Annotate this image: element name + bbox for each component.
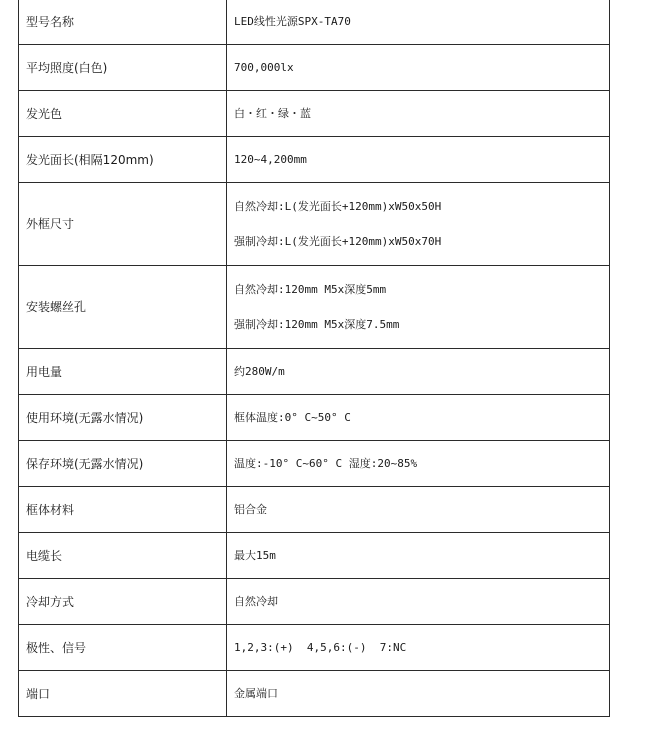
spec-label: 保存环境(无露水情况): [19, 441, 227, 487]
spec-label: 外框尺寸: [19, 183, 227, 266]
spec-value: [227, 91, 610, 137]
spec-label: 端口: [19, 671, 227, 717]
spec-value-line: 自然冷却:L(发光面长+120mm)xW50x50H: [234, 199, 442, 213]
spec-value: [227, 671, 610, 717]
spec-value-line: 强制冷却:120mm M5x深度7.5mm: [234, 317, 400, 331]
spec-label: 冷却方式: [19, 579, 227, 625]
spec-row-frame-dimensions: [19, 183, 610, 266]
spec-row-power-consumption: [19, 349, 610, 395]
spec-value-line: 温度:-10° C~60° C 湿度:20~85%: [234, 456, 418, 470]
spec-value-line: 白・红・绿・蓝: [234, 106, 311, 120]
spec-value: [227, 137, 610, 183]
spec-row-average-illuminance: [19, 45, 610, 91]
spec-row-emission-color: [19, 91, 610, 137]
spec-table: [18, 0, 610, 717]
spec-label: 平均照度(白色): [19, 45, 227, 91]
spec-value: [227, 395, 610, 441]
spec-value: [227, 441, 610, 487]
spec-label: 用电量: [19, 349, 227, 395]
spec-value: [227, 533, 610, 579]
spec-value-line: 约280W/m: [234, 364, 285, 378]
spec-row-cooling-method: [19, 579, 610, 625]
spec-row-emission-length: [19, 137, 610, 183]
spec-label: 型号名称: [19, 0, 227, 45]
spec-value-line: 自然冷却:120mm M5x深度5mm: [234, 282, 387, 296]
spec-label: 极性、信号: [19, 625, 227, 671]
spec-value: [227, 579, 610, 625]
spec-value-line: 120~4,200mm: [234, 152, 307, 166]
spec-row-operating-environment: [19, 395, 610, 441]
spec-label: 发光面长(相隔120mm): [19, 137, 227, 183]
spec-row-frame-material: [19, 487, 610, 533]
spec-label: 安装螺丝孔: [19, 266, 227, 349]
spec-row-model-name: [19, 0, 610, 45]
spec-value-line: 700,000lx: [234, 60, 294, 74]
spec-row-cable-length: [19, 533, 610, 579]
spec-value: [227, 625, 610, 671]
spec-row-storage-environment: [19, 441, 610, 487]
spec-value-line: 自然冷却: [234, 594, 278, 608]
spec-value: [227, 487, 610, 533]
spec-row-polarity-signal: [19, 625, 610, 671]
spec-value-line: LED线性光源SPX-TA70: [234, 14, 351, 28]
spec-label: 发光色: [19, 91, 227, 137]
spec-value: [227, 0, 610, 45]
spec-value: [227, 349, 610, 395]
spec-value-line: 铝合金: [234, 502, 267, 516]
spec-value-line: 1,2,3:(+) 4,5,6:(-) 7:NC: [234, 640, 407, 654]
spec-value: [227, 266, 610, 349]
spec-value-line: 框体温度:0° C~50° C: [234, 410, 351, 424]
spec-label: 电缆长: [19, 533, 227, 579]
spec-label: 使用环境(无露水情况): [19, 395, 227, 441]
spec-row-mounting-holes: [19, 266, 610, 349]
spec-value: [227, 183, 610, 266]
spec-value-line: 强制冷却:L(发光面长+120mm)xW50x70H: [234, 234, 442, 248]
spec-value-line: 最大15m: [234, 548, 276, 562]
spec-value: [227, 45, 610, 91]
spec-value-line: 金属端口: [234, 686, 278, 700]
spec-row-port: [19, 671, 610, 717]
spec-label: 框体材料: [19, 487, 227, 533]
